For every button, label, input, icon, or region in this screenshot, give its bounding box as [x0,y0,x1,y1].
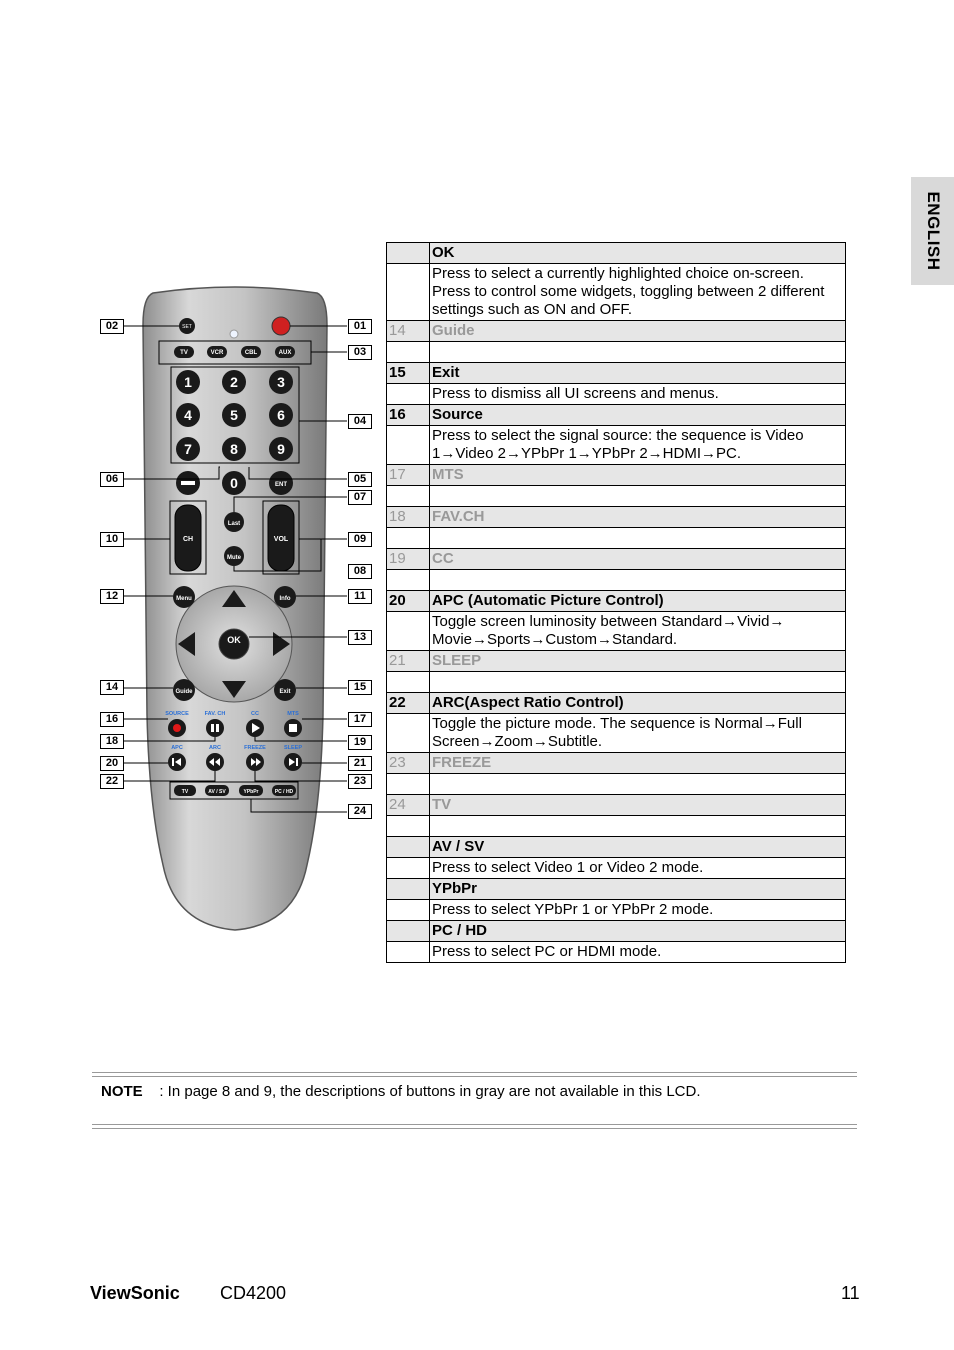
row-description [430,528,846,549]
mts-caption: MTS [287,711,299,717]
remote-control-illustration [95,285,385,935]
row-description: Toggle screen luminosity between Standard→Vivid→ Movie→Sports→Custom→Standard. [430,612,846,651]
row-spacer [387,774,430,795]
row-description: Press to select Video 1 or Video 2 mode. [430,858,846,879]
callout-17: 17 [348,712,372,727]
arc-caption: ARC [209,745,221,751]
callout-06: 06 [100,472,124,487]
table-row [387,570,846,591]
row-spacer [387,342,430,363]
row-title: FREEZE [430,753,846,774]
callout-22: 22 [100,774,124,789]
callout-08: 08 [348,564,372,579]
mute-label: Mute [227,555,241,561]
callout-09: 09 [348,532,372,547]
note-bottom-rule [92,1124,857,1129]
row-spacer [387,612,430,651]
row-title: APC (Automatic Picture Control) [430,591,846,612]
vcr-mode-label: VCR [210,350,224,356]
power-button [272,317,290,335]
key-9-label: 9 [277,441,285,457]
key-7-label: 7 [184,441,192,457]
language-tab [911,177,954,285]
last-label: Last [227,521,241,527]
table-row [387,879,846,900]
menu-label: Menu [176,596,192,602]
ent-label: ENT [275,482,287,488]
key-6-label: 6 [277,407,285,423]
key-4-label: 4 [184,407,192,423]
row-number: 16 [387,405,430,426]
row-description: Press to dismiss all UI screens and menus. [430,384,846,405]
callout-16: 16 [100,712,124,727]
callout-14: 14 [100,680,124,695]
ok-label: OK [227,635,241,645]
row-spacer [387,942,430,963]
row-description: Toggle the picture mode. The sequence is Normal→Full Screen→Zoom→Subtitle. [430,714,846,753]
table-row [387,465,846,486]
row-spacer [387,816,430,837]
key-1-label: 1 [184,374,192,390]
callout-10: 10 [100,532,124,547]
callout-19: 19 [348,735,372,750]
row-description [430,774,846,795]
table-row [387,795,846,816]
sleep-caption: SLEEP [283,745,303,751]
callout-15: 15 [348,680,372,695]
key-5-label: 5 [230,407,238,423]
callout-11: 11 [348,589,372,604]
callout-20: 20 [100,756,124,771]
row-spacer [387,264,430,321]
table-row [387,264,846,321]
source-caption: SOURCE [165,711,189,717]
ypbpr-label: YPbPr [243,789,259,795]
table-row [387,342,846,363]
callout-01: 01 [348,319,372,334]
row-title: FAV.CH [430,507,846,528]
row-number: 22 [387,693,430,714]
cc-caption: CC [251,711,259,717]
row-description [430,816,846,837]
table-row [387,816,846,837]
row-title: Exit [430,363,846,384]
pchd-label: PC / HD [274,789,294,795]
table-row [387,651,846,672]
apc-caption: APC [171,745,183,751]
row-number [387,921,430,942]
favch-button [206,719,224,737]
row-spacer [387,384,430,405]
table-row [387,774,846,795]
row-number: 20 [387,591,430,612]
row-title: MTS [430,465,846,486]
footer-brand: ViewSonic [90,1283,180,1303]
row-title: TV [430,795,846,816]
row-number [387,879,430,900]
tv-input-label: TV [181,789,189,795]
exit-label: Exit [279,689,291,695]
row-title: AV / SV [430,837,846,858]
row-description: Press to select PC or HDMI mode. [430,942,846,963]
table-row [387,714,846,753]
row-spacer [387,714,430,753]
table-row [387,243,846,264]
guide-label: Guide [175,689,193,695]
row-description: Press to select YPbPr 1 or YPbPr 2 mode. [430,900,846,921]
row-description: Press to select a currently highlighted choice on-screen. Press to control some widgets, toggling between 2 different settings such as ON and OFF. [430,264,846,321]
table-row [387,426,846,465]
callout-02: 02 [100,319,124,334]
row-title: Guide [430,321,846,342]
row-spacer [387,858,430,879]
note-top-rule [92,1072,857,1077]
freeze-caption: FREEZE [244,745,266,751]
callout-03: 03 [348,345,372,360]
favch-caption: FAV. CH [204,711,226,717]
table-row [387,921,846,942]
callout-04: 04 [348,414,372,429]
row-spacer [387,900,430,921]
button-description-table [386,242,846,963]
table-row [387,405,846,426]
table-row [387,693,846,714]
row-title: CC [430,549,846,570]
table-row [387,528,846,549]
volume-label: VOL [273,536,289,543]
row-number: 18 [387,507,430,528]
language-label: ENGLISH [923,191,943,271]
row-description [430,486,846,507]
note-label: NOTE [101,1083,143,1100]
row-title: PC / HD [430,921,846,942]
row-spacer [387,570,430,591]
table-row [387,672,846,693]
callout-05: 05 [348,472,372,487]
row-title: SLEEP [430,651,846,672]
row-number: 15 [387,363,430,384]
table-row [387,612,846,651]
key-0-label: 0 [230,475,238,491]
tv-mode-label: TV [180,350,188,356]
row-title: YPbPr [430,879,846,900]
row-number: 21 [387,651,430,672]
row-title: ARC(Aspect Ratio Control) [430,693,846,714]
callout-24: 24 [348,804,372,819]
table-row [387,858,846,879]
cbl-mode-label: CBL [244,350,258,356]
aux-mode-label: AUX [278,350,292,356]
callout-07: 07 [348,490,372,505]
row-description: Press to select the signal source: the sequence is Video 1→Video 2→YPbPr 1→YPbPr 2→HDMI→PC. [430,426,846,465]
row-spacer [387,426,430,465]
row-number: 17 [387,465,430,486]
key-8-label: 8 [230,441,238,457]
table-body [387,243,846,963]
table-row [387,486,846,507]
channel-label: CH [182,536,194,543]
avsv-label: AV / SV [208,789,226,795]
callout-12: 12 [100,589,124,604]
row-number: 19 [387,549,430,570]
remote-svg [95,285,385,935]
table-row [387,753,846,774]
table-row [387,321,846,342]
row-description [430,672,846,693]
table-row [387,363,846,384]
table-row [387,384,846,405]
row-spacer [387,672,430,693]
callout-18: 18 [100,734,124,749]
key-2-label: 2 [230,374,238,390]
row-number [387,837,430,858]
callout-13: 13 [348,630,372,645]
row-description [430,570,846,591]
page-number: 11 [841,1283,860,1303]
note-text: : In page 8 and 9, the descriptions of buttons in gray are not available in this LCD. [159,1083,701,1100]
table-row [387,549,846,570]
table-row [387,507,846,528]
callout-23: 23 [348,774,372,789]
note [101,1083,701,1100]
row-spacer [387,486,430,507]
table-row [387,837,846,858]
callout-21: 21 [348,756,372,771]
table-row [387,942,846,963]
row-spacer [387,528,430,549]
row-number: 24 [387,795,430,816]
key-3-label: 3 [277,374,285,390]
info-label: Info [279,596,291,602]
row-title: Source [430,405,846,426]
table-row [387,591,846,612]
row-number: 14 [387,321,430,342]
set-label: SET [182,324,192,330]
footer-model: CD4200 [220,1283,287,1303]
table-row [387,900,846,921]
row-number [387,243,430,264]
row-number: 23 [387,753,430,774]
indicator-led [230,330,238,338]
row-description [430,342,846,363]
row-title: OK [430,243,846,264]
